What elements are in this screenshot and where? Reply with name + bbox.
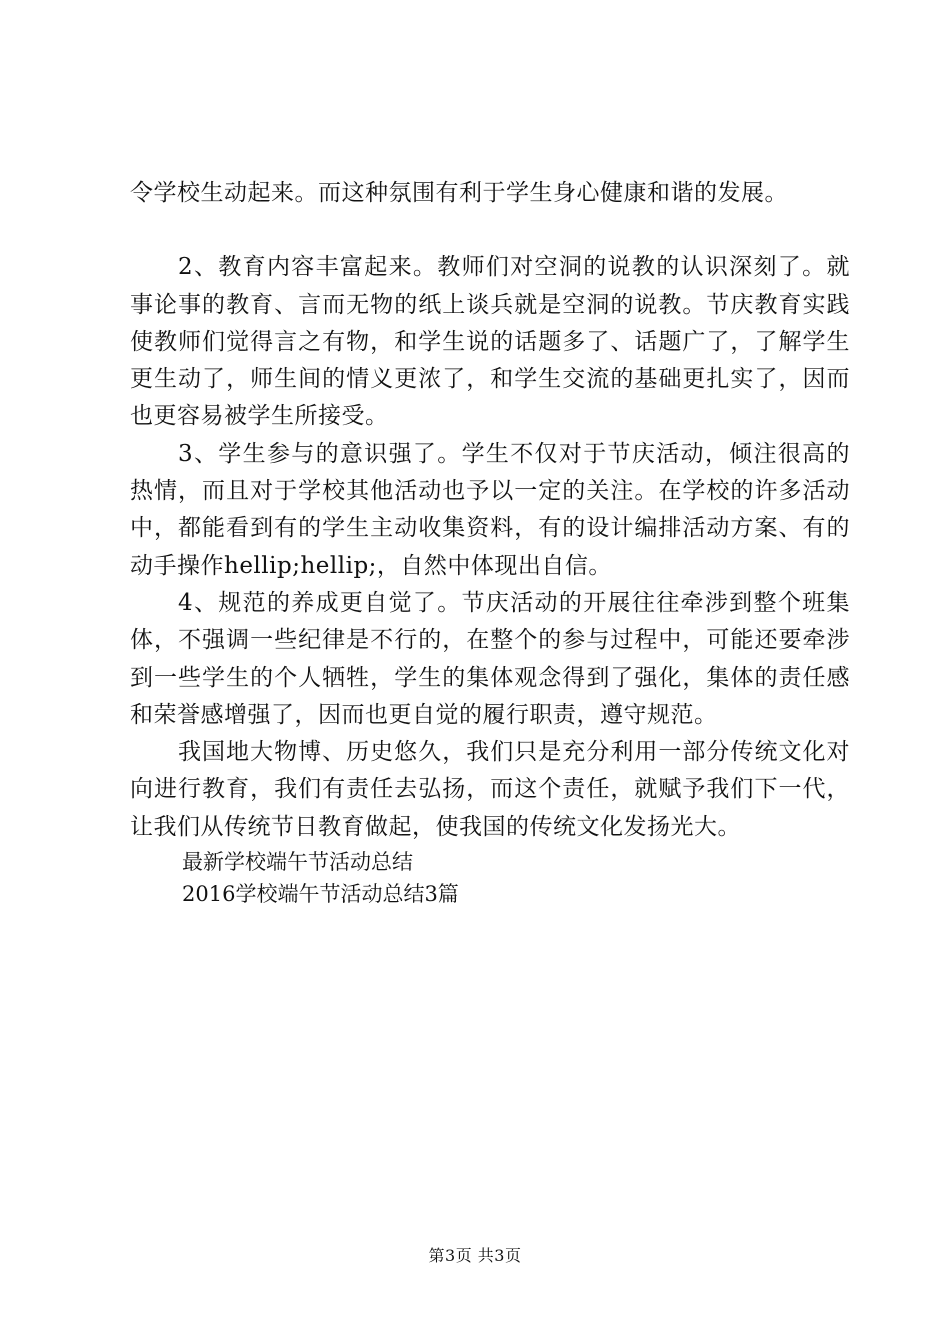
paragraph-conclusion: 我国地大物博、历史悠久，我们只是充分利用一部分传统文化对向进行教育，我们有责任去弘扬，而这个责任，就赋予我们下一代，让我们从传统节日教育做起，使我国的传统文化发扬光大。	[130, 739, 850, 840]
paragraph-point-2: 2、教育内容丰富起来。教师们对空洞的说教的认识深刻了。就事论事的教育、言而无物的纸上谈兵就是空洞的说教。节庆教育实践使教师们觉得言之有物，和学生说的话题多了、话题广了，了解学生更生动了，师生间的情义更浓了，和学生交流的基础更扎实了，因而也更容易被学生所接受。	[130, 254, 850, 430]
related-link-latest-summary[interactable]: 最新学校端午节活动总结	[182, 850, 413, 875]
document-body	[130, 175, 850, 910]
page-number-footer: 第3页 共3页	[428, 1246, 522, 1265]
related-link-2016-summary[interactable]: 2016学校端午节活动总结3篇	[182, 882, 459, 907]
paragraph-continuation: 令学校生动起来。而这种氛围有利于学生身心健康和谐的发展。	[130, 180, 788, 206]
paragraph-point-4: 4、规范的养成更自觉了。节庆活动的开展往往牵涉到整个班集体，不强调一些纪律是不行的，在整个的参与过程中，可能还要牵涉到一些学生的个人牺牲，学生的集体观念得到了强化，集体的责任感和荣誉感增强了，因而也更自觉的履行职责，遵守规范。	[130, 589, 850, 728]
paragraph-point-3: 3、学生参与的意识强了。学生不仅对于节庆活动，倾注很高的热情，而且对于学校其他活动也予以一定的关注。在学校的许多活动中，都能看到有的学生主动收集资料，有的设计编排活动方案、有的动手操作hellip;hellip;，自然中体现出自信。	[130, 440, 850, 579]
